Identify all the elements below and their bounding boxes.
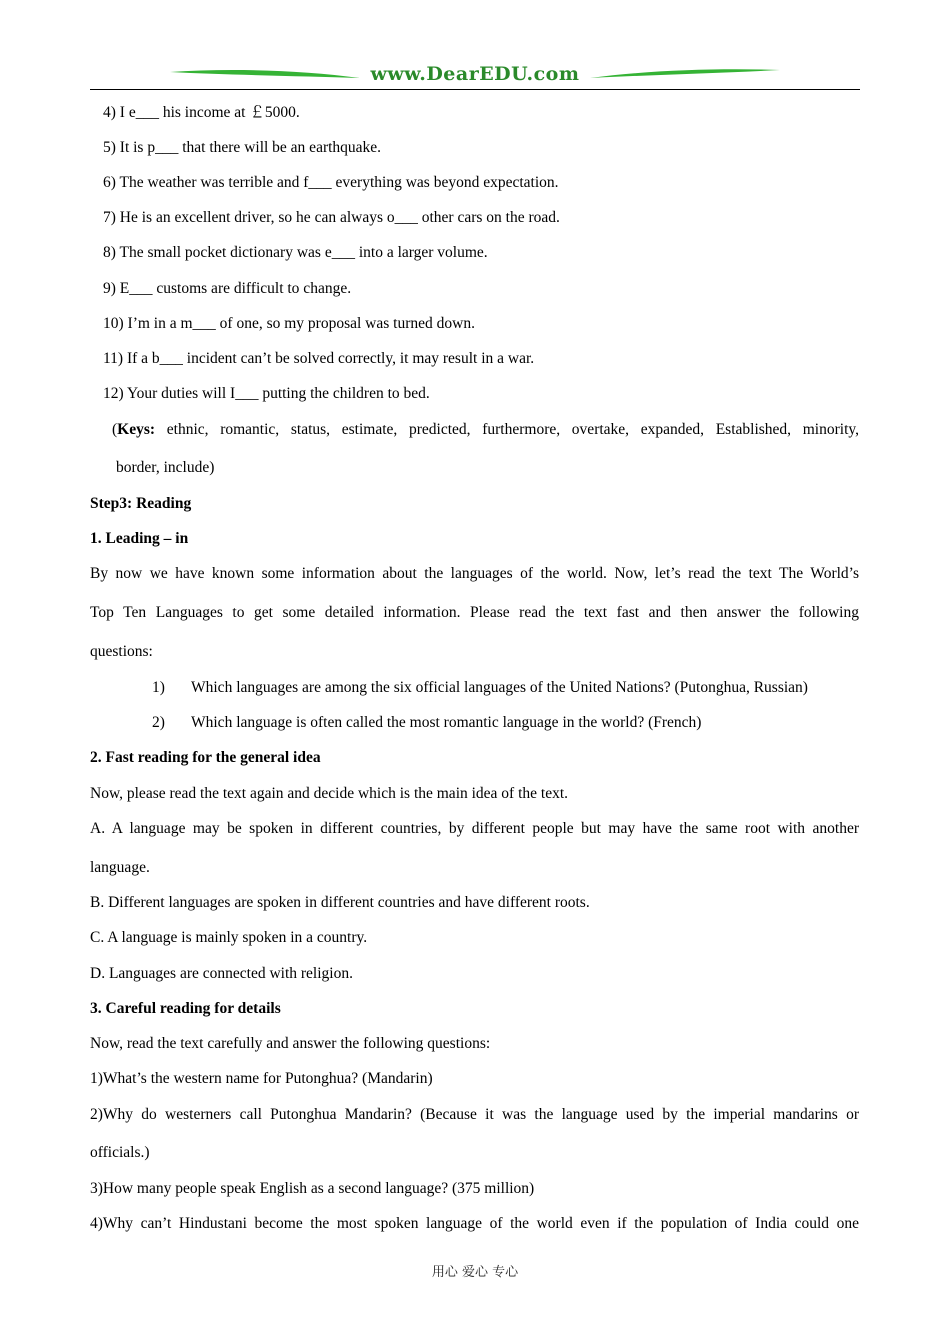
vocab-item-5: 5) It is p___ that there will be an earthquake. [103, 139, 382, 156]
right-swoosh-icon [590, 66, 780, 84]
careful-reading-heading: 3. Careful reading for details [90, 1000, 281, 1017]
header-rule [90, 89, 860, 90]
leading-paragraph-line-2: Top Ten Languages to get some detailed information. Please read the text fast and then answer the following [90, 604, 859, 621]
answer-keys-line-2: border, include) [116, 459, 215, 476]
vocab-item-8: 8) The small pocket dictionary was e___ into a larger volume. [103, 244, 488, 261]
answer-keys-line-1: (Keys: ethnic, romantic, status, estimate, predicted, furthermore, overtake, expanded, Established, minority, [112, 421, 859, 438]
vocab-item-12: 12) Your duties will I___ putting the children to bed. [103, 385, 430, 402]
option-a-line-2: language. [90, 859, 150, 876]
leading-in-heading: 1. Leading – in [90, 530, 189, 547]
vocab-item-6: 6) The weather was terrible and f___ everything was beyond expectation. [103, 174, 559, 191]
vocab-item-7: 7) He is an excellent driver, so he can always o___ other cars on the road. [103, 209, 560, 226]
fast-reading-heading: 2. Fast reading for the general idea [90, 749, 321, 766]
vocab-item-4: 4) I e___ his income at ￡5000. [103, 104, 300, 121]
page-footer: 用心 爱心 专心 [431, 1265, 519, 1280]
option-b: B. Different languages are spoken in different countries and have different roots. [90, 894, 590, 911]
site-logo[interactable]: www.DearEDU.com [370, 63, 580, 85]
step3-heading: Step3: Reading [90, 495, 192, 512]
careful-question-2-line-1: 2)Why do westerners call Putonghua Mandarin? (Because it was the language used by the imperial mandarins or [90, 1106, 859, 1123]
vocab-item-11: 11) If a b___ incident can’t be solved correctly, it may result in a war. [103, 350, 535, 367]
careful-question-1: 1)What’s the western name for Putonghua? (Mandarin) [90, 1070, 433, 1087]
careful-question-4: 4)Why can’t Hindustani become the most spoken language of the world even if the population of India could one [90, 1215, 859, 1232]
page-header [90, 62, 860, 90]
careful-question-2-line-2: officials.) [90, 1144, 150, 1161]
leading-paragraph-line-3: questions: [90, 643, 153, 660]
option-c: C. A language is mainly spoken in a country. [90, 929, 368, 946]
option-d: D. Languages are connected with religion. [90, 965, 353, 982]
fast-reading-intro: Now, please read the text again and decide which is the main idea of the text. [90, 785, 569, 802]
vocab-item-10: 10) I’m in a m___ of one, so my proposal was turned down. [103, 315, 475, 332]
leading-paragraph-line-1: By now we have known some information about the languages of the world. Now, let’s read the text The World’s [90, 565, 859, 582]
vocab-item-9: 9) E___ customs are difficult to change. [103, 280, 352, 297]
keys-label: Keys: [117, 421, 156, 438]
careful-question-3: 3)How many people speak English as a second language? (375 million) [90, 1180, 535, 1197]
option-a-line-1: A. A language may be spoken in different countries, by different people but may have the same root with another [90, 820, 859, 837]
careful-reading-intro: Now, read the text carefully and answer the following questions: [90, 1035, 491, 1052]
